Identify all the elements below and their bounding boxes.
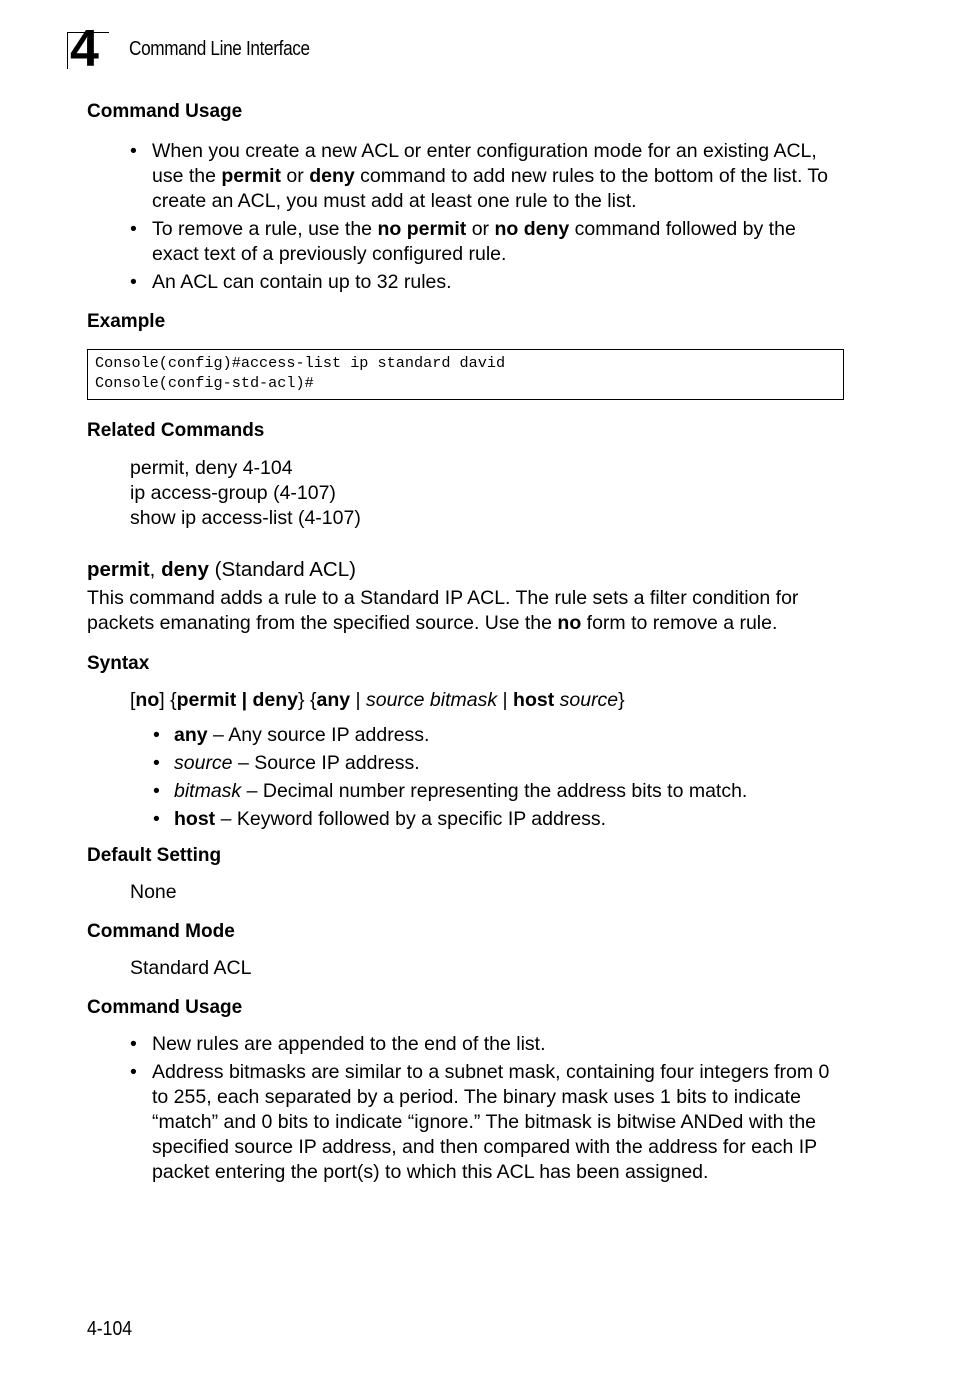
bullet-icon: • [130,1033,137,1055]
text-run: no permit [377,218,467,240]
text-run: source bitmask [365,689,498,711]
bullet-item [87,1032,847,1057]
text-run: } [618,689,625,711]
page-number: 4-104 [87,1318,133,1340]
text-run: , [149,558,162,581]
text-run: source [174,752,233,774]
text-run: or [281,165,310,187]
text-run: permit [87,558,150,581]
bullet-icon: • [130,140,137,162]
text-run: Address bitmasks are similar to a subnet mask, containing four integers from 0 to 255, each separated by a period. The binary mask uses 1 bits to indicate “match” and 0 bits to indicate “ignore.” The bitmask is bitwise ANDed with the specified source IP address, and then compared with the address for each IP packet entering the port(s) to which this ACL has been assigned. [152,1061,830,1183]
text-run: form to remove a rule. [581,612,778,634]
bullet-item [87,751,847,776]
text-run: any [316,689,351,711]
default-setting-value: None [130,881,177,903]
text-run: bitmask [174,780,242,802]
related-commands-heading: Related Commands [87,420,265,441]
bullet-icon: • [130,271,137,293]
syntax-heading: Syntax [87,653,150,674]
text-run: – Any source IP address. [207,724,430,746]
syntax-line [87,688,847,713]
related-command-item: show ip access-list (4-107) [130,507,361,529]
related-commands-list [87,456,847,531]
bullet-item [87,779,847,804]
text-run: permit [221,165,281,187]
text-run: command to add new rules to the bottom of the list. To create an ACL, you must add at least one rule to the list. [152,165,829,212]
bullet-icon: • [130,218,137,240]
text-run: command followed by the exact text of a previously configured rule. [152,218,796,265]
command-usage-list-2 [87,1032,847,1185]
bullet-icon: • [130,1061,137,1083]
bullet-item [87,1060,847,1185]
bullet-icon: • [153,808,160,830]
bullet-item [87,807,847,832]
chapter-tab [67,20,109,78]
text-run: – Keyword followed by a specific IP address. [215,808,607,830]
text-run: – Decimal number representing the address bits to match. [241,780,748,802]
bullet-item [87,723,847,748]
example-heading: Example [87,311,166,332]
text-run: | [350,689,366,711]
page-content [87,100,847,1188]
text-run: An ACL can contain up to 32 rules. [152,271,452,293]
text-run: no deny [494,218,570,240]
command-description [87,586,847,636]
text-run: no [135,689,160,711]
bullet-icon: • [153,780,160,802]
text-run: (Standard ACL) [208,558,356,581]
bullet-icon: • [153,752,160,774]
text-run: source [559,689,619,711]
text-run: – Source IP address. [232,752,420,774]
code-line: Console(config-std-acl)# [95,373,314,392]
text-run: } { [298,689,317,711]
command-usage-heading: Command Usage [87,101,243,122]
bullet-item [87,139,847,214]
text-run: no [557,612,582,634]
chapter-number: 4 [70,20,99,78]
text-run: When you create a new ACL or enter configuration mode for an existing ACL, use the [152,140,817,187]
text-run: host [513,689,555,711]
text-run: This command adds a rule to a Standard IP ACL. The rule sets a filter condition for packets emanating from the specified source. Use the [87,587,799,634]
bullet-item [87,270,847,295]
command-usage-heading-2: Command Usage [87,997,243,1018]
code-line: Console(config)#access-list ip standard david [95,354,506,372]
text-run: ] { [159,689,177,711]
text-run: deny [309,165,355,187]
related-command-item: permit, deny 4-104 [130,457,293,479]
text-run: | [497,689,514,711]
text-run: or [466,218,495,240]
bullet-item [87,217,847,267]
running-header-title: Command Line Interface [129,38,310,60]
syntax-parameter-list [87,723,847,832]
bullet-icon: • [153,724,160,746]
command-mode-heading: Command Mode [87,921,235,942]
text-run: New rules are appended to the end of the list. [152,1033,546,1055]
command-title [87,557,847,583]
default-setting-heading: Default Setting [87,845,222,866]
related-command-item: ip access-group (4-107) [130,482,336,504]
text-run: any [174,724,208,746]
command-mode-value: Standard ACL [130,957,252,979]
command-usage-list [87,139,847,295]
example-code-block [87,349,844,400]
text-run: permit | deny [176,689,299,711]
text-run: [ [130,689,136,711]
text-run: host [174,808,216,830]
text-run: deny [161,558,209,581]
text-run: To remove a rule, use the [152,218,378,240]
